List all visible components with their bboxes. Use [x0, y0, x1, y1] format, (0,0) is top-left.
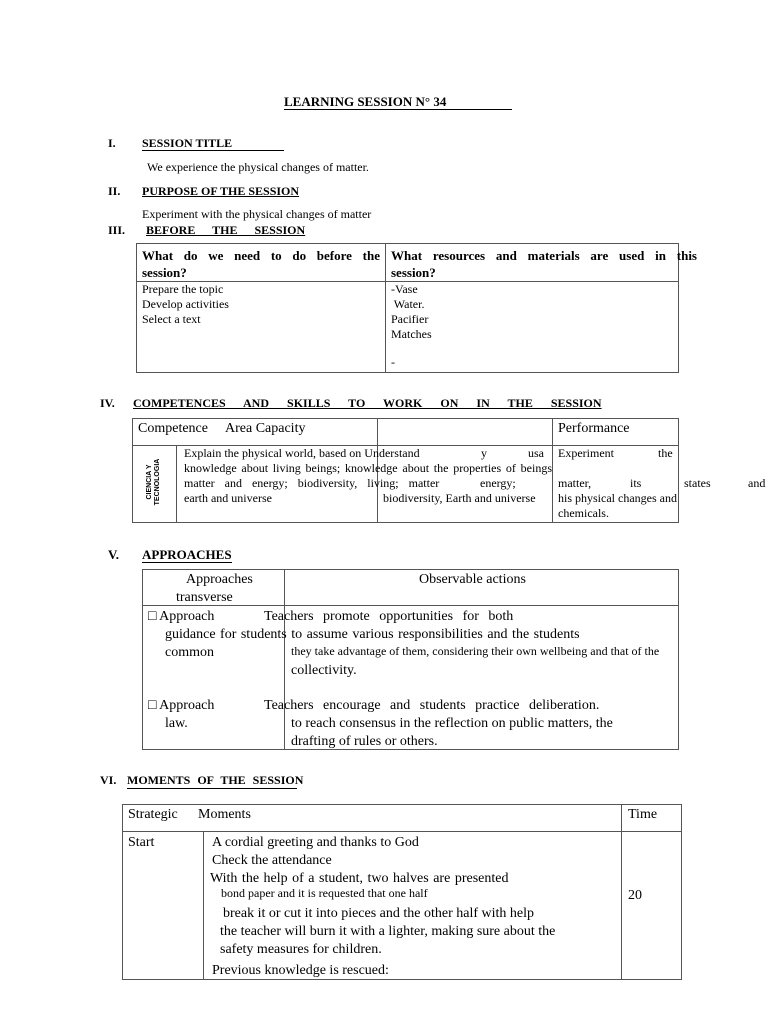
approach-2-label: □ Approach: [148, 698, 215, 713]
moment-line: safety measures for children.: [220, 942, 382, 957]
competences-area-divider: [176, 445, 177, 522]
area-label-line1: CIENCIA Y: [146, 464, 153, 500]
moments-time-divider: [621, 804, 622, 979]
approaches-header-col1-line1: Approaches: [186, 572, 253, 587]
section-2-heading: PURPOSE OF THE SESSION: [142, 184, 300, 198]
competence-line: matter and energy; biodiversity, living; matter: [184, 476, 440, 490]
approaches-divider: [284, 569, 285, 749]
section-1-heading: SESSION TITLE: [142, 136, 233, 150]
approach-1-action-line: they take advantage of them, considering their own wellbeing and that of the: [291, 644, 660, 658]
capacity-word-energy: energy;: [480, 476, 516, 490]
purpose-text: Experiment with the physical changes of matter: [142, 207, 372, 221]
moment-line: bond paper and it is requested that one half: [221, 886, 428, 900]
capacity-line: biodiversity, Earth and universe: [383, 491, 536, 505]
section-5-heading: APPROACHES: [142, 547, 232, 562]
approach-1-label: □ Approach: [148, 609, 215, 624]
area-label-line2: TECNOLOGIA: [154, 458, 161, 506]
section-3-number: III.: [108, 223, 126, 237]
section-4-number: IV.: [100, 396, 115, 410]
moment-line: A cordial greeting and thanks to God: [212, 835, 419, 850]
performance-line: chemicals.: [558, 506, 609, 520]
competence-line: Explain the physical world, based on Understand: [184, 446, 420, 460]
section-6-number: VI.: [100, 773, 117, 787]
approach-1-action-line: collectivity.: [291, 663, 357, 678]
section-2-number: II.: [108, 184, 121, 198]
capacity-word-usa: usa: [528, 446, 544, 460]
performance-word: its: [630, 476, 642, 490]
performance-word: Experiment: [558, 446, 614, 460]
moment-start-label: Start: [128, 835, 155, 850]
approach-2-action: Teachers encourage and students practice deliberation.: [264, 698, 600, 713]
approach-2-action-line: to reach consensus in the reflection on public matters, the: [291, 716, 613, 731]
section-1-underline: [142, 150, 284, 151]
competence-line: knowledge about living beings; knowledge about the properties of beings: [184, 461, 552, 475]
approaches-header-col2: Observable actions: [419, 572, 526, 587]
before-col2-header-line1: What resources and materials are used in this: [391, 248, 697, 263]
capacity-word-y: y: [481, 446, 487, 460]
approach-1-label-line: common: [165, 645, 214, 660]
moments-col1-divider: [203, 831, 204, 979]
before-col1-header-line1: What do we need to do before the: [142, 248, 380, 263]
approaches-header-col1-line2: transverse: [176, 590, 233, 605]
moments-header-moments: Moments: [198, 807, 251, 822]
resource-item: Pacifier: [391, 312, 429, 326]
page-title: LEARNING SESSION N° 34: [284, 94, 447, 109]
session-title-text: We experience the physical changes of matter.: [147, 160, 369, 174]
competences-performance-divider: [552, 418, 553, 522]
section-5-underline: [142, 562, 232, 563]
competence-line: earth and universe: [184, 491, 272, 505]
title-underline: [284, 109, 512, 110]
resource-item: Matches: [391, 327, 432, 341]
performance-word: matter,: [558, 476, 592, 490]
section-1-number: I.: [108, 136, 116, 150]
section-6-heading: MOMENTS OF THE SESSION: [127, 773, 304, 787]
performance-word: and: [748, 476, 766, 490]
moment-line: With the help of a student, two halves are presented: [210, 871, 509, 886]
approach-1-action-line: guidance for students to assume various responsibilities and the students: [165, 627, 580, 642]
moment-line: the teacher will burn it with a lighter, making sure about the: [220, 924, 556, 939]
before-table-divider: [385, 243, 386, 372]
moment-line: break it or cut it into pieces and the other half with help: [223, 906, 535, 921]
section-6-underline: [127, 788, 297, 789]
resource-item: Water.: [391, 297, 425, 311]
before-col2-header-line2: session?: [391, 265, 436, 280]
performance-line: his physical changes and: [558, 491, 677, 505]
approach-1-action: Teachers promote opportunities for both: [264, 609, 514, 624]
moment-line: Check the attendance: [212, 853, 332, 868]
before-todo-item: Develop activities: [142, 297, 229, 311]
performance-word: states: [684, 476, 711, 490]
moment-time: 20: [628, 888, 642, 903]
moments-header-time: Time: [628, 807, 658, 822]
approach-2-label-line: law.: [165, 716, 188, 731]
resource-item: -: [391, 355, 395, 369]
moment-line: Previous knowledge is rescued:: [212, 963, 389, 978]
header-area-capacity: Area Capacity: [225, 421, 306, 436]
moments-header-strategic: Strategic: [128, 807, 178, 822]
section-4-heading: COMPETENCES AND SKILLS TO WORK ON IN THE SESSION: [133, 396, 602, 410]
area-label: [146, 452, 162, 512]
section-5-number: V.: [108, 547, 119, 562]
header-competence: Competence: [138, 421, 208, 436]
before-col1-header-line2: session?: [142, 265, 187, 280]
before-todo-item: Prepare the topic: [142, 282, 224, 296]
resource-item: -Vase: [391, 282, 418, 296]
before-todo-item: Select a text: [142, 312, 201, 326]
approach-2-action-line: drafting of rules or others.: [291, 734, 438, 749]
section-3-heading: BEFORE THE SESSION: [146, 223, 306, 237]
performance-word: the: [658, 446, 673, 460]
moments-header-line: [122, 831, 681, 832]
header-performance: Performance: [558, 421, 630, 436]
